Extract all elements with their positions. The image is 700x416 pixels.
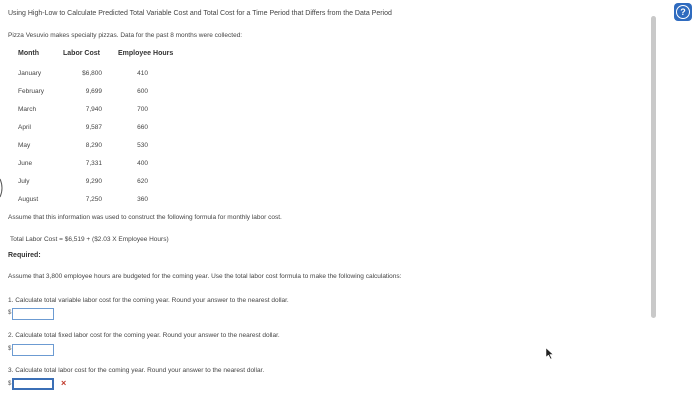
labor-cost-cell: 7,331 — [85, 160, 102, 167]
employee-hours-cell: 410 — [137, 70, 148, 77]
question-3-answer-input[interactable] — [12, 378, 54, 390]
employee-hours-cell: 530 — [137, 142, 148, 149]
intro-text: Pizza Vesuvio makes specialty pizzas. Data for the past 8 months were collected: — [8, 32, 243, 39]
question-2-label: 2. Calculate total fixed labor cost for the coming year. Round your answer to the nearest dollar. — [8, 332, 280, 339]
month-cell: March — [18, 106, 37, 113]
month-cell: April — [18, 124, 32, 131]
question-mark-icon: ? — [676, 5, 690, 19]
question-3-label: 3. Calculate total labor cost for the coming year. Round your answer to the nearest dollar. — [8, 367, 265, 374]
month-cell: August — [18, 196, 39, 203]
required-text: Assume that 3,800 employee hours are budgeted for the coming year. Use the total labor cost formula to make the following calculations: — [8, 273, 402, 280]
question-2-answer-input[interactable] — [12, 344, 54, 356]
currency-symbol: $ — [8, 310, 12, 316]
col-header-employee-hours: Employee Hours — [118, 50, 174, 57]
labor-cost-cell: 9,290 — [85, 178, 102, 185]
labor-cost-cell: 9,587 — [85, 124, 102, 131]
currency-symbol: $ — [8, 381, 12, 387]
employee-hours-cell: 620 — [137, 178, 148, 185]
col-header-labor-cost: Labor Cost — [63, 50, 100, 57]
labor-cost-cell: 7,250 — [85, 196, 102, 203]
labor-cost-cell: 9,699 — [85, 88, 102, 95]
labor-cost-cell: 8,290 — [85, 142, 102, 149]
collapse-bracket-icon — [0, 178, 4, 198]
labor-cost-cell: $6,800 — [82, 70, 102, 77]
month-cell: June — [18, 160, 33, 167]
assumption-text: Assume that this information was used to construct the following formula for monthly labor cost. — [8, 214, 282, 221]
required-heading: Required: — [8, 252, 41, 259]
col-header-month: Month — [18, 50, 39, 57]
month-cell: February — [18, 88, 45, 95]
employee-hours-cell: 400 — [137, 160, 148, 167]
employee-hours-cell: 700 — [137, 106, 148, 113]
employee-hours-cell: 600 — [137, 88, 148, 95]
currency-symbol: $ — [8, 346, 12, 352]
formula-text: Total Labor Cost = $6,519 + ($2.03 X Employee Hours) — [10, 236, 169, 243]
help-button[interactable] — [674, 3, 692, 21]
month-cell: May — [18, 142, 31, 149]
page-title: Using High-Low to Calculate Predicted Total Variable Cost and Total Cost for a Time Period that Differs from the Data Period — [8, 10, 392, 17]
month-cell: January — [18, 70, 42, 77]
month-cell: July — [18, 178, 30, 185]
vertical-scrollbar[interactable] — [651, 16, 656, 318]
employee-hours-cell: 360 — [137, 196, 148, 203]
employee-hours-cell: 660 — [137, 124, 148, 131]
incorrect-x-icon: × — [61, 378, 67, 388]
labor-cost-cell: 7,940 — [85, 106, 102, 113]
question-1-answer-input[interactable] — [12, 308, 54, 320]
mouse-cursor-icon — [546, 348, 554, 359]
question-1-label: 1. Calculate total variable labor cost for the coming year. Round your answer to the nearest dollar. — [8, 297, 289, 304]
